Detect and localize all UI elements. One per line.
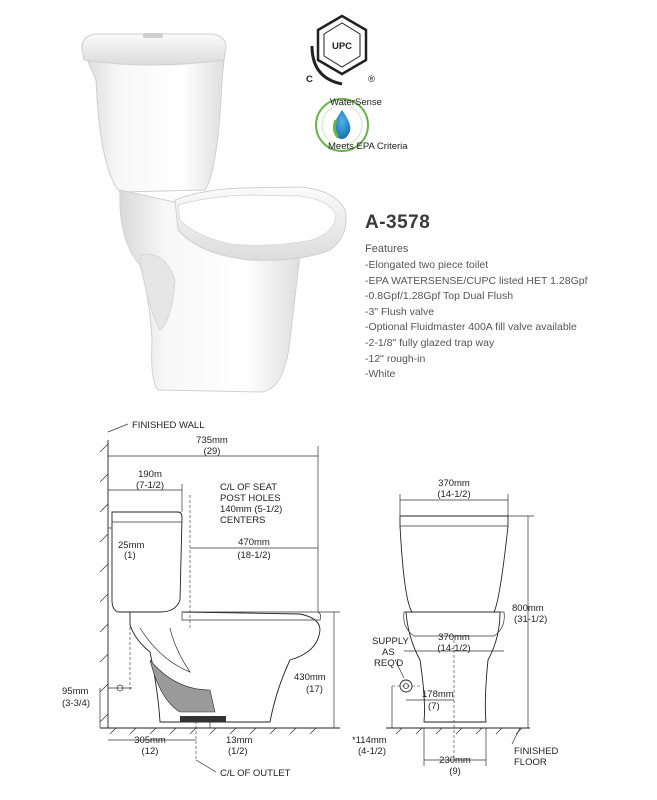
wall-gap-mm: 25mm <box>118 540 145 551</box>
seat-cl-label-3: 140mm (5-1/2) <box>220 504 283 515</box>
bowl-length-mm: 470mm <box>238 537 270 548</box>
outlet-offset-mm: 13mm <box>226 735 253 746</box>
finished-floor-label-2: FLOOR <box>514 757 547 768</box>
outlet-offset-in: (1/2) <box>228 746 248 757</box>
feature-item: -12" rough-in <box>365 352 426 365</box>
supply-height-mm: 95mm <box>62 686 89 697</box>
feature-item: -EPA WATERSENSE/CUPC listed HET 1.28Gpf <box>365 274 588 287</box>
seat-cl-label-4: CENTERS <box>220 515 266 526</box>
watersense-text: WaterSense <box>330 97 382 108</box>
front-mid-width-mm: 370mm <box>438 632 470 643</box>
overall-depth-mm: 735mm <box>196 435 228 446</box>
base-width-mm: 230mm <box>439 755 471 766</box>
front-view-drawing <box>352 478 558 777</box>
supply-height-in: (3-3/4) <box>62 698 90 709</box>
bowl-length-in: (18-1/2) <box>237 550 271 561</box>
front-mid-width-in: (14-1/2) <box>437 643 471 654</box>
feature-item: -Optional Fluidmaster 400A fill valve available <box>365 321 577 334</box>
seat-height-in: (17) <box>306 684 323 695</box>
feature-item: -White <box>365 368 396 381</box>
seat-cl-label-2: POST HOLES <box>220 493 281 504</box>
seat-cl-label-1: C/L OF SEAT <box>220 482 278 493</box>
seat-height-mm: 430mm <box>294 672 326 683</box>
total-height-mm: 800mm <box>512 603 544 614</box>
rough-in-mm: 305mm <box>134 735 166 746</box>
supply-label-1: SUPPLY <box>372 636 409 647</box>
feature-item: -3" Flush valve <box>365 305 435 318</box>
overall-depth-in: (29) <box>203 446 221 457</box>
supply-offset-mm: 178mm <box>422 689 454 700</box>
registered-mark: ® <box>368 74 375 85</box>
front-top-width-mm: 370mm <box>438 478 470 489</box>
supply-floor-height-mm: *114mm <box>352 735 387 746</box>
front-top-width-in: (14-1/2) <box>437 489 471 500</box>
upc-logo-text: UPC <box>331 41 353 52</box>
feature-item: -0.8Gpf/1.28Gpf Top Dual Flush <box>365 290 514 303</box>
supply-label-2: AS <box>382 647 395 658</box>
finished-floor-label-1: FINISHED <box>514 746 559 757</box>
finished-wall-label: FINISHED WALL <box>132 420 205 431</box>
watersense-subtext: Meets EPA Criteria <box>328 141 408 152</box>
base-width-in: (9) <box>449 766 461 777</box>
wall-gap-in: (1) <box>124 550 136 561</box>
toilet-photo <box>82 33 346 392</box>
feature-item: -2-1/8" fully glazed trap way <box>365 336 495 349</box>
total-height-in: (31-1/2) <box>514 614 548 625</box>
side-view-drawing <box>62 420 340 779</box>
watersense-logo <box>316 97 408 152</box>
supply-offset-in: (7) <box>428 701 440 712</box>
upc-certification-logo <box>306 16 375 85</box>
feature-item: -Elongated two piece toilet <box>365 259 489 271</box>
supply-floor-height-in: (4-1/2) <box>358 746 386 757</box>
features-heading: Features <box>365 243 409 255</box>
model-number: A-3578 <box>365 212 431 233</box>
tank-depth-mm: 190m <box>138 469 162 480</box>
rough-in-in: (12) <box>141 746 159 757</box>
features-list <box>365 258 588 383</box>
outlet-cl-label: C/L OF OUTLET <box>220 768 291 779</box>
upc-c-mark: C <box>306 74 313 85</box>
tank-depth-in: (7-1/2) <box>136 480 164 491</box>
supply-label-3: REQ'D <box>374 658 404 669</box>
